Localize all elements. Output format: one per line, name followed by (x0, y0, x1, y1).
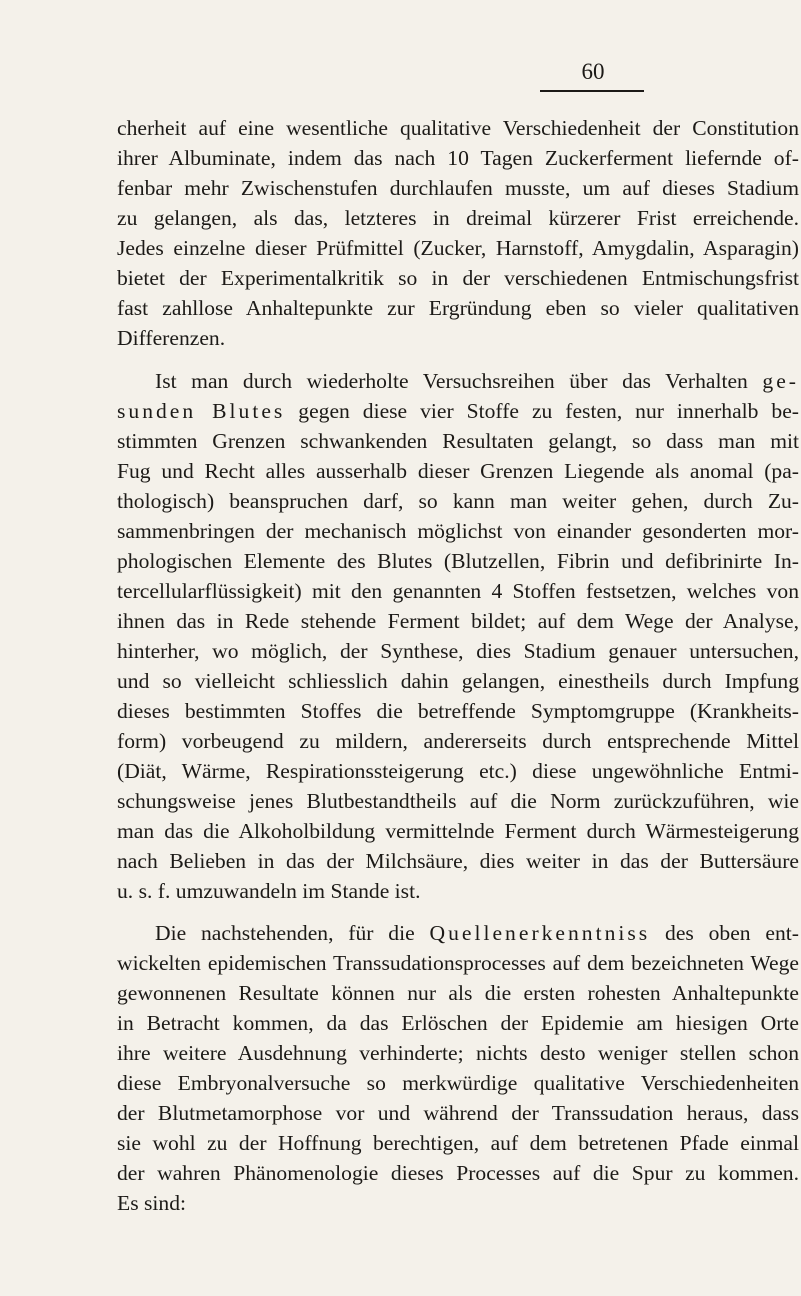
text-line: ihnen das in Rede stehende Ferment bildet; auf dem Wege der Analyse, (117, 609, 799, 633)
text-line: und so vielleicht schliesslich dahin gelangen, einestheils durch Impfung (117, 669, 799, 693)
text-line: schungsweise jenes Blutbestandtheils auf die Norm zurückzuführen, wie (117, 789, 799, 813)
text-line: ihre weitere Ausdehnung verhinderte; nichts desto weniger stellen schon (117, 1041, 799, 1065)
text-line: man das die Alkoholbildung vermittelnde Ferment durch Wärmesteigerung (117, 819, 799, 843)
text-line: bietet der Experimentalkritik so in der verschiedenen Entmischungsfrist (117, 266, 799, 290)
text-line: thologisch) beanspruchen darf, so kann man weiter gehen, durch Zu- (117, 489, 799, 513)
text-line: der Blutmetamorphose vor und während der Transsudation heraus, dass (117, 1101, 799, 1125)
text-line: diese Embryonalversuche so merkwürdige qualitative Verschiedenheiten (117, 1071, 799, 1095)
text-line: wickelten epidemischen Transsudationsprocesses auf dem bezeichneten Wege (117, 951, 799, 975)
text-line: u. s. f. umzuwandeln im Stande ist. (117, 879, 421, 903)
text-line: form) vorbeugend zu mildern, andererseits durch entsprechende Mittel (117, 729, 799, 753)
text-segment: des oben ent- (665, 921, 799, 945)
text-line: sammenbringen der mechanisch möglichst von einander gesonderten mor- (117, 519, 799, 543)
text-line: nach Belieben in das der Milchsäure, dies weiter in das der Buttersäure (117, 849, 799, 873)
text-segment: Ist man durch wiederholte Versuchsreihen über das Verhalten (155, 369, 748, 393)
text-line: fast zahllose Anhaltepunkte zur Ergründung eben so vieler qualitativen (117, 296, 799, 320)
text-line: (Diät, Wärme, Respirationssteigerung etc.) diese ungewöhnliche Entmi- (117, 759, 799, 783)
text-line: zu gelangen, als das, letzteres in dreimal kürzerer Frist erreichende. (117, 206, 799, 230)
spaced-text: sunden Blutes (117, 399, 286, 423)
spaced-text: Quellenerkenntniss (429, 921, 651, 945)
text-line: phologischen Elemente des Blutes (Blutzellen, Fibrin und defibrinirte In- (117, 549, 799, 573)
text-line: stimmten Grenzen schwankenden Resultaten gelangt, so dass man mit (117, 429, 799, 453)
text-line: cherheit auf eine wesentliche qualitative Verschiedenheit der Constitution (117, 116, 799, 140)
text-segment: gegen diese vier Stoffe zu festen, nur innerhalb be- (298, 399, 799, 423)
text-line: tercellularflüssigkeit) mit den genannten 4 Stoffen festsetzen, welches von (117, 579, 799, 603)
text-line (155, 366, 799, 396)
text-line (155, 918, 799, 948)
text-line: gewonnenen Resultate können nur als die ersten rohesten Anhaltepunkte (117, 981, 799, 1005)
text-line: Fug und Recht alles ausserhalb dieser Grenzen Liegende als anomal (pa- (117, 459, 799, 483)
text-line: der wahren Phänomenologie dieses Processes auf die Spur zu kommen. (117, 1161, 799, 1185)
text-line: sie wohl zu der Hoffnung berechtigen, auf dem betretenen Pfade einmal (117, 1131, 799, 1155)
text-line: fenbar mehr Zwischenstufen durchlaufen musste, um auf dieses Stadium (117, 176, 799, 200)
spaced-text: ge- (762, 369, 799, 393)
text-line: Differenzen. (117, 326, 226, 350)
text-line: ihrer Albuminate, indem das nach 10 Tagen Zuckerferment liefernde of- (117, 146, 799, 170)
text-line: hinterher, wo möglich, der Synthese, dies Stadium genauer untersuchen, (117, 639, 799, 663)
text-line: dieses bestimmten Stoffes die betreffende Symptomgruppe (Krankheits- (117, 699, 799, 723)
text-line: Es sind: (117, 1191, 186, 1215)
text-line: Jedes einzelne dieser Prüfmittel (Zucker, Harnstoff, Amygdalin, Asparagin) (117, 236, 799, 260)
text-line (117, 396, 799, 426)
page-number: 60 (581, 59, 605, 84)
header-rule (540, 90, 644, 92)
text-line: in Betracht kommen, da das Erlöschen der Epidemie am hiesigen Orte (117, 1011, 799, 1035)
text-segment: Die nachstehenden, für die (155, 921, 415, 945)
